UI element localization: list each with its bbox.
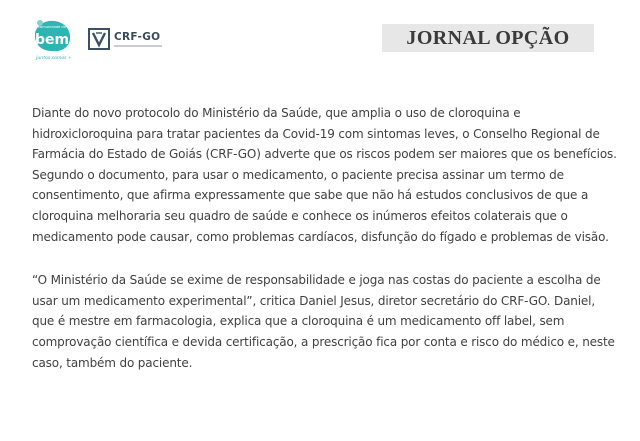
publication-name: JORNAL OPÇÃO [382, 24, 594, 52]
crf-go-text: CRF-GO [114, 30, 161, 43]
crf-go-subtitle-line [114, 45, 162, 47]
bem-main-text: bem [34, 32, 70, 48]
article-paragraph-1: Diante do novo protocolo do Ministério da Saúde, que amplia o uso de cloroquina e hidroxicloroquina para tratar pacientes da Covid-19 com sintomas leves, o Conselho Regional de Farmácia do Estado de Goiás (CRF-GO) adverte que os riscos podem ser maiores que os benefícios. Segundo o documento, para usar o medicamento, o paciente precisa assinar um termo de consentimento, que afirma expressamente que sabe que não há estudos conclusivos de que a cloroquina melhoraria seu quadro de saúde e conhece os inúmeros efeitos colaterais que o medicamento pode causar, como problemas cardíacos, disfunção do fígado e problemas de visão. [32, 106, 617, 244]
bem-top-text: comunidade do [38, 25, 66, 29]
article-body [32, 103, 618, 373]
comunidade-do-bem-logo [28, 16, 76, 64]
bem-bottom-text: juntos somos + [36, 56, 72, 61]
bem-logo-graphic [28, 16, 76, 64]
crf-go-wordmark [114, 32, 162, 47]
article-paragraph-2: “O Ministério da Saúde se exime de responsabilidade e joga nas costas do paciente a escolha de usar um medicamento experimental”, critica Daniel Jesus, diretor secretário do CRF-GO. Daniel, que é mestre em farmacologia, explica que a cloroquina é um medicamento off label, sem comprovação científica e devida certificação, a prescrição fica por conta e risco do médico e, neste caso, também do paciente. [32, 273, 615, 370]
header [0, 0, 640, 80]
crf-go-emblem-icon [88, 28, 110, 50]
crf-go-logo [88, 26, 166, 52]
